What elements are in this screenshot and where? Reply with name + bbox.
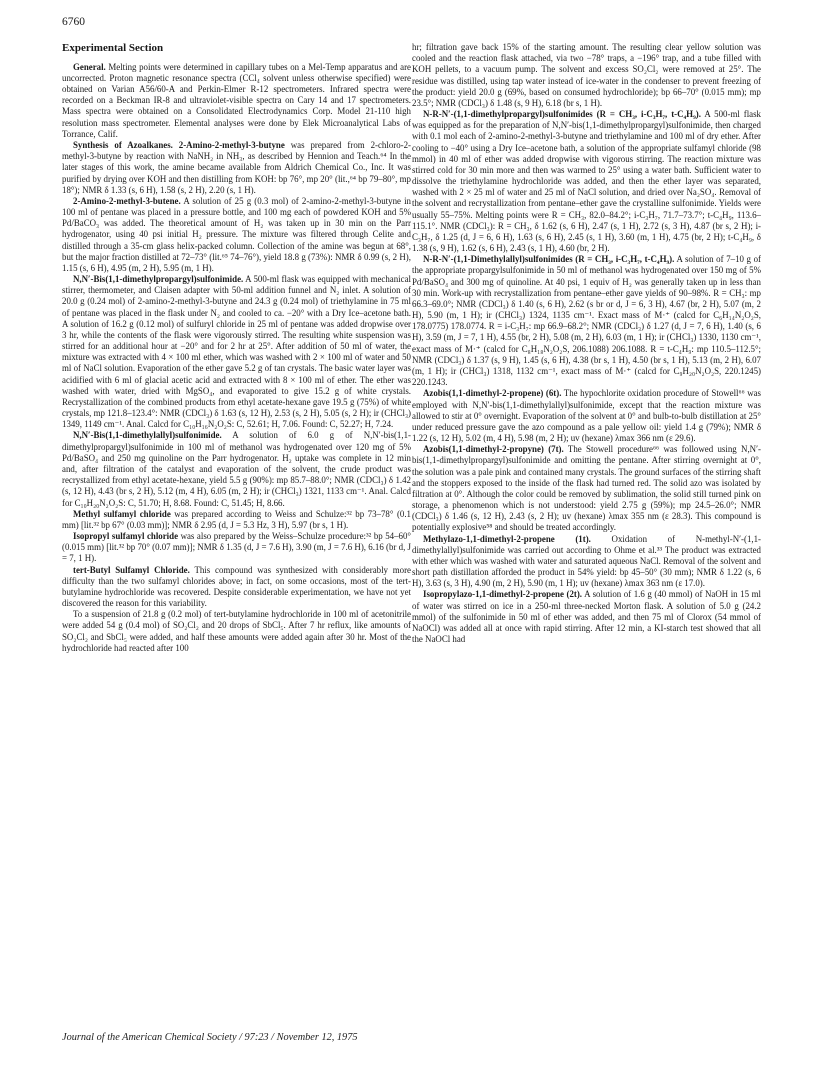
paragraph	[62, 430, 411, 508]
paragraph-lead: 2-Amino-2-methyl-3-butene.	[73, 195, 181, 206]
paragraph-lead: Isopropyl sulfamyl chloride	[73, 531, 179, 542]
paragraph	[412, 589, 761, 645]
paragraph-lead: tert-Butyl Sulfamyl Chloride.	[73, 564, 190, 575]
paragraph-text: A solution of 7–10 g of the appropriate propargylsulfonimide in 50 ml of methanol was hydrogenated over 150 mg of 5% Pd/BaSO₄ and 300 mg of quinoline. At 40 psi, 1 equiv of H₂ was generally taken up in less than 30 min. Work-up with recrystallization from pentane–ether gave yields of 90–98%. R = CH₃: mp 66.3–69.0°; NMR (CDCl₃) δ 1.40 (s, 6 H), 2.62 (s br or d, J = 6, 3 H), 4.67 (br, 2 H), 5.07 (m, 2 H), 5.90 (m, 1 H); ir (CHCl₃) 1324, 1135 cm⁻¹. Exact mass of M·⁺ (calcd for C₆H₁₄N₂O₂S, 178.0775) 178.0774. R = i-C₃H₇: mp 66.9–68.2°; NMR (CDCl₃) δ 1.27 (d, J = 7, 6 H), 1.40 (s, 6 H), 3.59 (m, J = 7, 1 H), 4.55 (br, 2 H), 5.08 (m, 2 H), 6.03 (m, 1 H); ir (CHCl₃) 1330, 1130 cm⁻¹, exact mass of M·⁺ (calcd for C₈H₁₈N₂O₂S, 206.1088) 206.1088. R = t-C₄H₉: mp 110.5–112.5°; NMR (CDCl₃) δ 1.37 (s, 9 H), 1.45 (s, 6 H), 4.38 (br s, 1 H), 4.50 (br s, 1 H), 5.13 (m, 2 H), 6.07 (m, 1 H); ir (CHCl₃) 1318, 1132 cm⁻¹, exact mass of M·⁺ (calcd for C₉H₂₀N₂O₂S, 220.1245) 220.1243.	[412, 254, 761, 388]
paragraph	[62, 140, 411, 196]
paragraph-text: To a suspension of 21.8 g (0.2 mol) of tert-butylamine hydrochloride in 100 ml of acetonitrile were added 54 g (0.4 mol) of SO₂Cl₂ and 20 drops of SbCl₅. After 7 hr reflux, like amounts of SO₂Cl₂ and SbCl₅ were added, and half these amounts were added again after 30 hr. Most of the hydrochloride had reacted after 100	[62, 609, 411, 653]
paragraph-lead: Methyl sulfamyl chloride	[73, 508, 171, 519]
paragraph-lead: Synthesis of Azoalkanes. 2-Amino-2-methyl-3-butyne	[73, 140, 285, 150]
paragraph	[62, 274, 411, 430]
paragraph	[412, 109, 761, 254]
paragraph-text: A solution of 25 g (0.3 mol) of 2-amino-2-methyl-3-butyne in 100 ml of pentane was placed in a pressure bottle, and 100 mg each of powdered KOH and 5% Pd/BaCO₃ was added. The theoretical amount of H₂ was taken up in 30 min on the Parr hydrogenator, using 40 psi initial H₂ pressure. The mixture was filtered through Celite and distilled through a 35-cm glass helix-packed column. Collection of the amine was begun at 68°, but the major fraction distilled at 72–73° (lit.⁶⁵ 74–76°), yield 18.8 g (73%): NMR δ 0.99 (s, 2 H), 1.15 (s, 6 H), 4.95 (m, 2 H), 5.95 (m, 1 H).	[62, 195, 411, 273]
paragraph	[412, 444, 761, 533]
section-heading: Experimental Section	[62, 42, 164, 54]
paragraph-lead: General.	[73, 61, 106, 72]
page-number: 6760	[62, 16, 85, 28]
left-column	[62, 42, 411, 654]
paragraph-text: This compound was synthesized with considerably more difficulty than the two sulfamyl chlorides above; in fact, on some occasions, most of the tert-butylamine hydrochloride was recovered. Despite considerable experimentation, we have not yet discovered the reason for this variability.	[62, 564, 411, 609]
paragraph	[412, 534, 761, 590]
paragraph-lead: N,N′-Bis(1,1-dimethylallyl)sulfonimide.	[73, 430, 222, 441]
right-column	[412, 42, 761, 645]
paragraph-text: was prepared according to Weiss and Schulze:³² bp 73–78° (0.1 mm) [lit.³² bp 67° (0.03 mm)]; NMR δ 2.95 (d, J = 5.3 Hz, 3 H), 5.97 (br s, 1 H).	[62, 508, 411, 530]
paragraph	[62, 196, 411, 274]
paragraph	[412, 388, 761, 444]
paragraph-text: A solution of 6.0 g of N,N′-bis(1,1-dimethylpropargyl)sulfonimide in 100 ml of methanol was hydrogenated over 120 mg of 5% Pd/BaSO₄ and 250 mg quinoline on the Parr hydrogenator. H₂ uptake was complete in 12 min and, after filtration of the catalyst and evaporation of the solvent, the crude product was recrystallized from ethyl acetate-hexane, yield 5.5 g (90%): mp 85.7–88.0°; NMR (CDCl₃) δ 1.42 (s, 12 H), 4.43 (br s, 2 H), 5.12 (m, 4 H), 6.05 (m, 2 H); ir (CHCl₃) 1321, 1133 cm⁻¹. Anal. Calcd for C₁₀H₂₀N₂O₂S: C, 51.70; H, 8.68. Found: C, 51.45; H, 8.66.	[62, 430, 411, 508]
paragraph	[62, 509, 411, 531]
paragraph-text: was prepared from 2-chloro-2-methyl-3-butyne by reaction with NaNH₂ in NH₃, as described by Hennion and Teach.⁶⁴ In the later stages of this work, the amine became available from Aldrich Chemical Co., Inc. It was purified by drying over KOH and then distilling from KOH: bp 76°, mp 20° (lit.,⁶⁴ bp 79–80°, mp 18°); NMR δ 1.33 (s, 6 H), 1.58 (s, 2 H), 2.20 (s, 1 H).	[62, 140, 411, 195]
paragraph	[62, 565, 411, 610]
paragraph-text: hr; filtration gave back 15% of the starting amount. The resulting clear yellow solution was cooled and the reaction flask attached, via two −78° traps, a −196° trap, and a tube filled with KOH pellets, to a vacuum pump. The solvent and excess SO₂Cl₂ were removed at 25°. The residue was distilled, using tap water instead of ice-water in the condenser to prevent freezing of the product: yield 20.0 g (69%, based on consumed hydrochloride); bp 66–70° (0.015 mm); mp 23.5°; NMR (CDCl₃) δ 1.48 (s, 9 H), 6.18 (br s, 1 H).	[412, 42, 761, 108]
paragraph	[412, 254, 761, 388]
paragraph-lead: Methylazo-1,1-dimethyl-2-propene (1t).	[423, 533, 591, 544]
paragraph-text: Melting points were determined in capillary tubes on a Mel-Temp apparatus and are uncorrected. Proton magnetic resonance spectra (CCl₄ solvent unless otherwise specified) were obtained on Varian A56/60-A and Perkin-Elmer R-12 spectrometers. Infrared spectra were recorded on a Beckman IR-8 and ultraviolet-visible spectra on Cary 14 and 17 spectrometers. Mass spectra were obtained on a Consolidated Electrodynamics Corp. Model 21-110 high resolution mass spectrometer. Elemental analyses were done by Elek Microanalytical Labs of Torrance, Calif.	[62, 61, 411, 139]
paragraph	[412, 42, 761, 109]
paragraph-text: A solution of 1.6 g (40 mmol) of NaOH in 15 ml of water was stirred on ice in a 250-ml three-necked Morton flask. A solution of 5.0 g (24.2 mmol) of the sulfonimide in 50 ml of ether was added, and then 75 ml of Clorox (54 mmol of NaOCl) was added all at once with rapid stirring. After 12 min, a KI-starch test showed that all the NaOCl had	[412, 589, 761, 645]
paragraph-text: A 500-ml flask was equipped as for the preparation of N,N′-bis(1,1-dimethylpropargyl)sulfonimide, then charged with 0.1 mol each of 2-amino-2-methyl-3-butyne and triethylamine and 100 ml of dry ether. After cooling to −40° using a Dry Ice–acetone bath, a solution of the appropriate sulfamyl chloride (98 mmol) in 40 ml of ether was added dropwise with vigorous stirring. The reaction mixture was stirred cold for 30 min more and then was warmed to 25° using a water bath. Sufficient water to dissolve the triethylamine hydrochloride was added, and then the ether layer was separated, washed with 2 × 25 ml of water and 25 ml of NaCl solution, and dried over Na₂SO₄. Removal of the solvent and recrystallization from pentane–ether gave the crystalline sulfonimide. Yields were usually 55–75%. Melting points were R = CH₃, 82.0–84.2°; i-C₃H₇, 71.7–73.7°; t-C₄H₉, 113.6–115.1°. NMR (CDCl₃): R = CH₃, δ 1.62 (s, 6 H), 2.47 (s, 1 H), 2.72 (s, 3 H), 4.87 (br s, 2 H); i-C₃H₇, δ 1.25 (d, J = 6, 6 H), 1.63 (s, 6 H), 2.45 (s, 1 H), 3.60 (m, 1 H), 4.75 (br, 2 H); t-C₄H₉, δ 1.38 (s, 9 H), 1.62 (s, 6 H), 2.43 (s, 1 H), 4.60 (br, 2 H).	[412, 109, 761, 254]
paragraph-text: A 500-ml flask was equipped with mechanical stirrer, thermometer, and Claisen adapter with 50-ml addition funnel and N₂ inlet. A solution of 20.0 g (0.24 mol) of 2-amino-2-methyl-3-butyne and 24.3 g (0.24 mol) of triethylamine in 75 ml of pentane was placed in the flask under N₂ and cooled to ca. −20° with a Dry Ice–acetone bath. A solution of 16.2 g (0.12 mol) of sulfuryl chloride in 25 ml of pentane was added dropwise over 3 hr, while the contents of the flask were vigorously stirred. The resulting white suspension was stirred for an additional hour at −20° and for 2 hr at 25°. After addition of 50 ml of water, the mixture was extracted with 4 × 100 ml ether, which was washed with 2 × 100 ml of water and 50 ml of NaCl solution. Evaporation of the ether gave 5.2 g of tan crystals. The basic water layer was acidified with 6 ml of glacial acetic acid and extracted with 8 × 100 ml of ether. The ether was washed with water, dried with MgSO₄, and evaporated to give 15.2 g of white crystals. Recrystallization of the combined products from ethyl acetate-hexane gave 19.5 g (75%) of white crystals, mp 121.8–123.4°: NMR (CDCl₃) δ 1.63 (s, 12 H), 2.53 (s, 2 H), 5.05 (s, 2 H); ir (CHCl₃) 1349, 1149 cm⁻¹. Anal. Calcd for C₁₀H₁₆N₂O₂S: C, 52.61; H, 7.06. Found: C, 52.27; H, 7.24.	[62, 274, 411, 430]
paragraph-text: The hypochlorite oxidation procedure of Stowell⁶⁶ was employed with N,N′-bis(1,1-dimethylallyl)sulfonimide, except that the reaction mixture was allowed to stir at 0° overnight. Evaporation of the solvent at 0° and bulb-to-bulb distillation at 25° under reduced pressure gave the azo compound as a pale yellow oil: yield 1.4 g (79%); NMR δ 1.22 (s, 12 H), 5.02 (m, 4 H), 5.98 (m, 2 H); uv (hexane) λmax 366 nm (ε 29.6).	[412, 388, 762, 444]
journal-footer: Journal of the American Chemical Society / 97:23 / November 12, 1975	[62, 1032, 358, 1043]
paragraph-lead: N,N′-Bis(1,1-dimethylpropargyl)sulfonimide.	[73, 274, 244, 285]
paragraph-lead: Isopropylazo-1,1-dimethyl-2-propene (2t).	[423, 589, 583, 600]
paragraph	[62, 62, 411, 140]
paragraph-lead: Azobis(1,1-dimethyl-2-propyne) (7t).	[423, 444, 564, 455]
paragraph	[62, 531, 411, 565]
paragraph-lead: N-R-N′-(1,1-Dimethylallyl)sulfonimides (R = CH₃, i-C₃H₇, t-C₄H₉).	[423, 254, 675, 265]
paragraph-text: was also prepared by the Weiss–Schulze procedure:³² bp 54–60° (0.015 mm) [lit.³² bp 70° (0.07 mm)]; NMR δ 1.35 (d, J = 7.6 H), 3.90 (m, J = 7.6 H), 6.16 (br d, J = 7, 1 H).	[62, 531, 411, 564]
paragraph-text: Oxidation of N-methyl-N′-(1,1-dimethylallyl)sulfonimide was carried out according to Ohme et al.³³ The product was extracted with ether which was washed with water and saturated aqueous NaCl. Removal of the solvent and short path distillation afforded the product in 54% yield: bp 45–50° (30 mm); NMR δ 1.22 (s, 6 H), 3.63 (s, 3 H), 4.90 (m, 2 H), 5.90 (m, 1 H); uv (hexane) λmax 363 nm (ε 17.0).	[412, 533, 762, 589]
paragraph	[62, 609, 411, 654]
paragraph-text: The Stowell procedure⁶⁶ was followed using N,N′-bis(1,1-dimethylpropargyl)sulfonimide and omitting the pentane. After stirring overnight at 0°, the solution was a pale pink and contained many crystals. The ground surfaces of the stirring shaft and the stoppers exposed to the inside of the flask had turned red. The solid azo was isolated by filtration at 0°. Although the color could be removed by sublimation, the solid still turned pink on storage, a phenomenon which is not understood: yield 2.75 g (59%); mp 24.5–26.0°; NMR (CDCl₃) δ 1.46 (s, 12 H), 2.43 (s, 2 H); uv (hexane) λmax 355 nm (ε 28.3). This compound is potentially explosive⁵⁸ and should be treated accordingly.	[412, 444, 761, 533]
paragraph-lead: Azobis(1,1-dimethyl-2-propene) (6t).	[423, 388, 562, 399]
paragraph-lead: N-R-N′-(1,1-dimethylpropargyl)sulfonimides (R = CH₃, i-C₃H₇, t-C₄H₉).	[423, 109, 701, 120]
